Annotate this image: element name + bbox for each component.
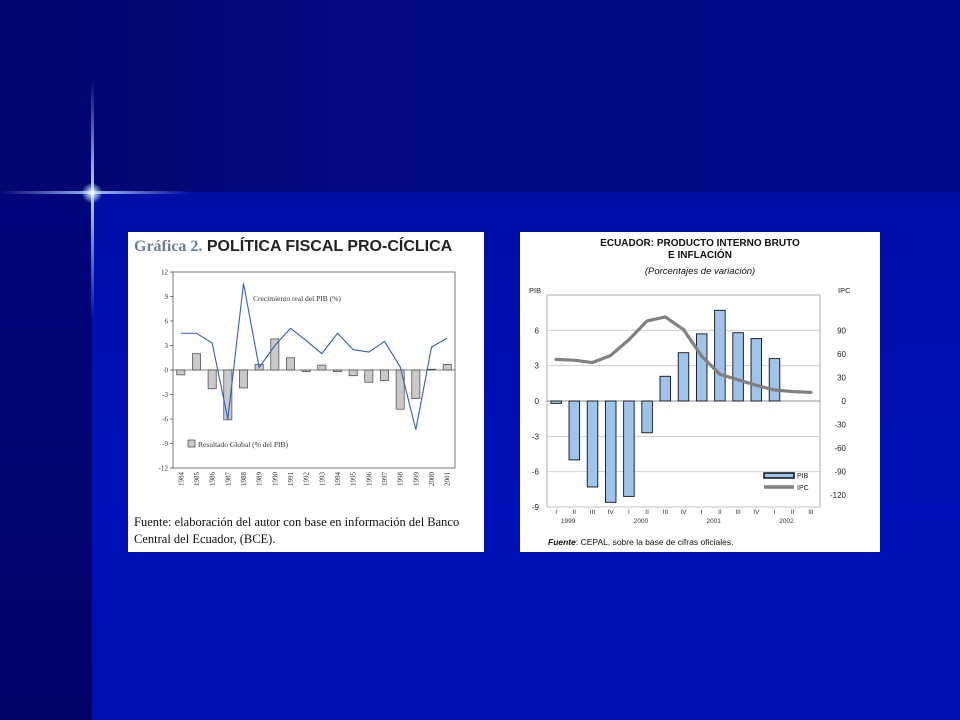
x-tick-label: 1986: [208, 472, 217, 486]
x-tick-label: 1989: [255, 472, 264, 486]
x-quarter-label: III: [589, 509, 596, 516]
bar-gdp: [769, 359, 780, 401]
x-tick-label: 1998: [396, 472, 405, 486]
figure-source-note: [548, 537, 734, 547]
bar-fiscal-balance: [427, 369, 435, 370]
x-tick-label: 1994: [334, 472, 342, 486]
x-quarter-label: II: [790, 509, 795, 516]
legend-label-gdp: PIB: [797, 473, 809, 480]
x-tick-label: 1999: [412, 472, 421, 486]
y-right-tick-label: -60: [834, 444, 846, 454]
x-tick-label: 1997: [381, 472, 389, 486]
y-right-tick-label: 60: [837, 349, 846, 359]
bar-gdp: [642, 401, 653, 433]
x-tick-label: 1993: [318, 472, 327, 486]
bar-gdp: [569, 401, 580, 460]
bar-fiscal-balance: [318, 365, 326, 370]
bar-fiscal-balance: [208, 370, 216, 389]
y-left-tick-label: -3: [531, 432, 539, 442]
x-quarter-label: I: [555, 509, 558, 516]
bar-gdp: [715, 310, 726, 401]
bar-fiscal-balance: [443, 364, 451, 370]
y-right-tick-label: -90: [834, 467, 846, 477]
x-quarter-label: IV: [753, 509, 760, 516]
bar-gdp: [605, 401, 616, 502]
y-right-tick-label: -30: [834, 420, 846, 430]
y-tick-label: 0: [164, 366, 168, 375]
legend-swatch-gdp: [764, 473, 794, 478]
bar-fiscal-balance: [286, 358, 294, 370]
y-left-tick-label: 3: [534, 361, 539, 371]
figure-title-main: POLÍTICA FISCAL PRO-CÍCLICA: [206, 238, 453, 255]
fiscal-policy-figure: [128, 232, 484, 552]
source-label: Fuente: [548, 537, 576, 547]
x-quarter-label: II: [572, 509, 577, 516]
y-right-tick-label: 0: [841, 397, 846, 406]
bar-fiscal-balance: [349, 370, 357, 376]
bar-gdp: [624, 401, 635, 496]
figure-subtitle: (Porcentajes de variación): [644, 266, 756, 277]
x-quarter-label: IV: [680, 509, 687, 516]
bar-gdp: [696, 334, 707, 401]
light-flare-core: [82, 183, 102, 203]
bar-fiscal-balance: [396, 370, 404, 409]
bar-gdp: [733, 333, 744, 401]
x-quarter-label: II: [645, 509, 649, 516]
legend-label-inflation: IPC: [797, 485, 809, 492]
x-year-label: 2001: [706, 518, 721, 525]
y-tick-label: -6: [162, 415, 168, 424]
x-tick-label: 1995: [349, 472, 358, 486]
x-tick-label: 1988: [240, 472, 248, 486]
bar-fiscal-balance: [302, 370, 310, 372]
x-tick-label: 2000: [428, 472, 436, 486]
x-tick-label: 1991: [287, 472, 295, 486]
x-tick-label: 1987: [224, 472, 233, 486]
x-quarter-label: III: [735, 509, 741, 516]
gdp-inflation-chart: [520, 232, 880, 552]
x-quarter-label: II: [718, 509, 722, 516]
y-tick-label: -9: [162, 440, 168, 448]
y-left-axis-label: PIB: [529, 286, 542, 295]
gdp-inflation-figure: [520, 232, 880, 552]
y-left-tick-label: 0: [534, 397, 539, 406]
y-tick-label: 3: [164, 342, 168, 350]
x-quarter-label: I: [700, 509, 703, 516]
bar-fiscal-balance: [380, 370, 388, 381]
y-tick-label: -12: [158, 464, 168, 473]
bar-fiscal-balance: [412, 370, 420, 399]
bar-gdp: [751, 339, 762, 401]
y-right-axis-label: IPC: [838, 286, 851, 295]
y-tick-label: -3: [162, 391, 168, 399]
y-tick-label: 9: [164, 293, 168, 301]
x-quarter-label: III: [808, 509, 814, 516]
x-tick-label: 1985: [193, 472, 201, 486]
bar-gdp: [551, 401, 562, 403]
x-year-label: 1999: [560, 518, 576, 525]
figure-title-line2: E INFLACIÓN: [668, 250, 732, 261]
line-gdp-growth: [181, 283, 447, 429]
legend-label-fiscal-balance: Resultado Global (% del PIB): [198, 440, 288, 449]
slide-left-strip: [0, 192, 92, 720]
bar-fiscal-balance: [271, 339, 279, 370]
bar-fiscal-balance: [333, 370, 341, 372]
y-right-tick-label: 90: [837, 326, 846, 336]
x-tick-label: 1984: [177, 472, 186, 486]
x-tick-label: 2001: [443, 472, 452, 486]
figure-source-note: Fuente: elaboración del autor con base en información del Banco Central del Ecuador, (BCE).: [134, 515, 460, 546]
fiscal-policy-chart: [128, 232, 484, 552]
y-left-tick-label: -6: [531, 467, 539, 477]
x-quarter-label: I: [773, 509, 776, 516]
y-tick-label: 12: [161, 268, 168, 277]
x-quarter-label: III: [662, 509, 669, 516]
bar-fiscal-balance: [239, 370, 247, 388]
x-year-label: 2002: [779, 518, 794, 525]
bar-fiscal-balance: [365, 370, 373, 382]
x-tick-label: 1992: [302, 472, 311, 486]
y-left-tick-label: 6: [534, 326, 539, 336]
figure-title-line1: ECUADOR: PRODUCTO INTERNO BRUTO: [600, 238, 800, 249]
y-left-tick-label: -9: [531, 503, 539, 512]
source-text: : CEPAL, sobre la base de cifras oficiales.: [575, 537, 734, 547]
bar-gdp: [660, 376, 671, 401]
bar-fiscal-balance: [177, 370, 185, 375]
y-right-tick-label: -120: [829, 491, 846, 501]
y-right-tick-label: 30: [837, 373, 846, 383]
slide-top-band: [0, 0, 960, 192]
figure-title-lead: Gráfica 2.: [134, 238, 203, 255]
bar-fiscal-balance: [192, 354, 200, 370]
x-tick-label: 1996: [365, 472, 374, 486]
bar-gdp: [678, 353, 689, 401]
y-tick-label: 6: [164, 317, 168, 326]
bar-gdp: [587, 401, 598, 487]
x-tick-label: 1990: [271, 472, 280, 486]
x-year-label: 2000: [633, 518, 649, 525]
x-quarter-label: I: [627, 509, 630, 516]
x-quarter-label: IV: [607, 509, 614, 516]
legend-swatch-fiscal-balance: [188, 440, 195, 447]
line-series-label: Crecimiento real del PIB (%): [253, 294, 341, 303]
